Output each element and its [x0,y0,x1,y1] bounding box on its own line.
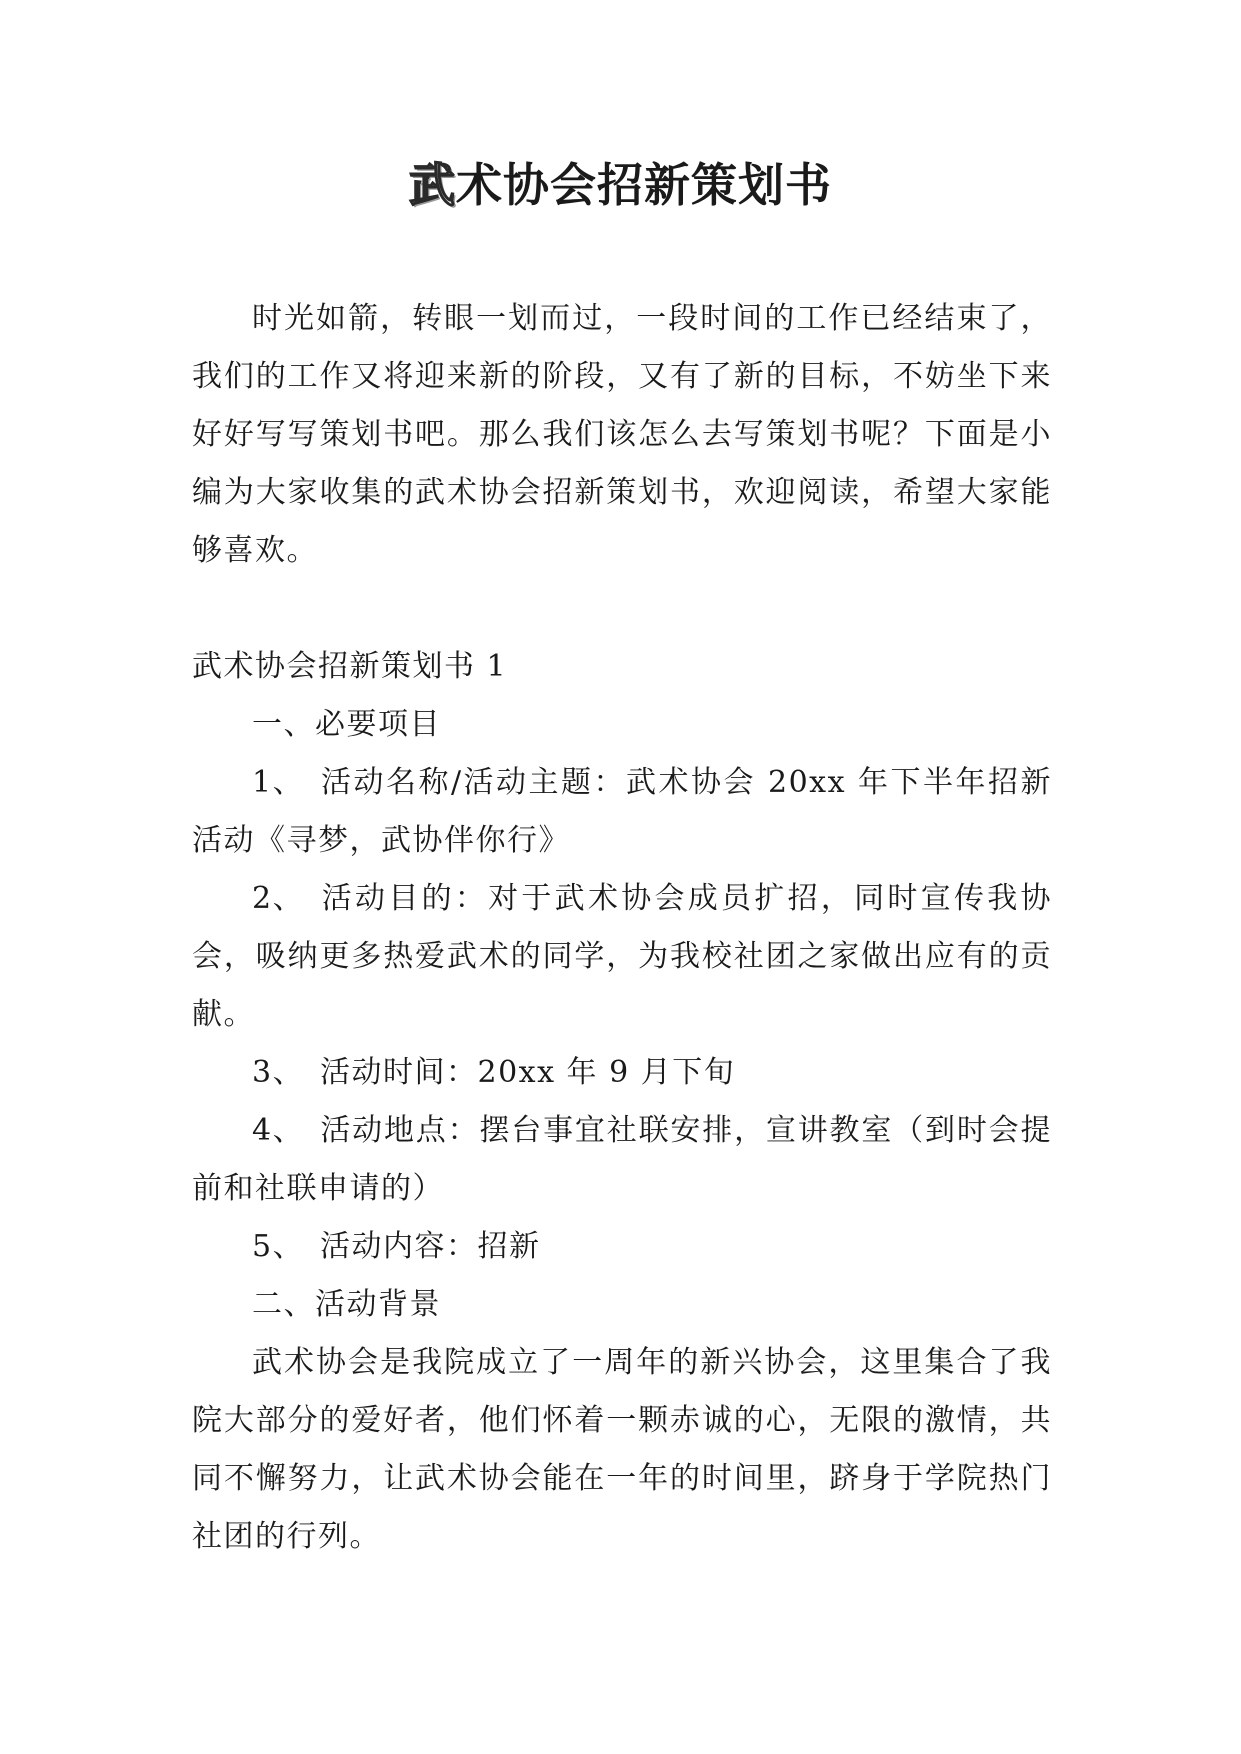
item-number: 5、 [252,1229,305,1264]
item-number: 4、 [252,1113,305,1148]
item-text: 活动名称/活动主题：武术协会 20xx 年下半年招新活动《寻梦，武协伴你行》 [192,765,1052,858]
item-text: 活动内容：招新 [320,1229,541,1264]
item-number: 2、 [252,881,305,916]
section-title: 武术协会招新策划书 1 [192,649,508,684]
background-paragraph: 武术协会是我院成立了一周年的新兴协会，这里集合了我院大部分的爱好者，他们怀着一颗赤诚的心，无限的激情，共同不懈努力，让武术协会能在一年的时间里，跻身于学院热门社团的行列。 [192,1345,1052,1554]
list-item [192,870,1052,1044]
title-rest: 术协会招新策划书 [456,158,832,212]
paragraph-gap [192,580,1052,638]
item-text: 活动时间：20xx 年 9 月下旬 [320,1055,736,1090]
heading-necessary-items: 一、必要项目 [252,707,441,742]
list-item [192,1218,1052,1276]
document-title [0,150,1241,220]
list-item [192,1102,1052,1218]
heading-background: 二、活动背景 [252,1287,441,1322]
title-first-char: 武 [409,158,456,212]
item-text: 活动地点：摆台事宜社联安排，宣讲教室（到时会提前和社联申请的） [192,1113,1052,1206]
item-number: 3、 [252,1055,305,1090]
item-number: 1、 [252,765,305,800]
list-item [192,1044,1052,1102]
intro-paragraph: 时光如箭，转眼一划而过，一段时间的工作已经结束了，我们的工作又将迎来新的阶段，又有了新的目标，不妨坐下来好好写写策划书吧。那么我们该怎么去写策划书呢？下面是小编为大家收集的武术协会招新策划书，欢迎阅读，希望大家能够喜欢。 [192,301,1052,568]
item-text: 活动目的：对于武术协会成员扩招，同时宣传我协会，吸纳更多热爱武术的同学，为我校社团之家做出应有的贡献。 [192,881,1052,1032]
list-item [192,754,1052,870]
document-body [192,290,1052,1566]
